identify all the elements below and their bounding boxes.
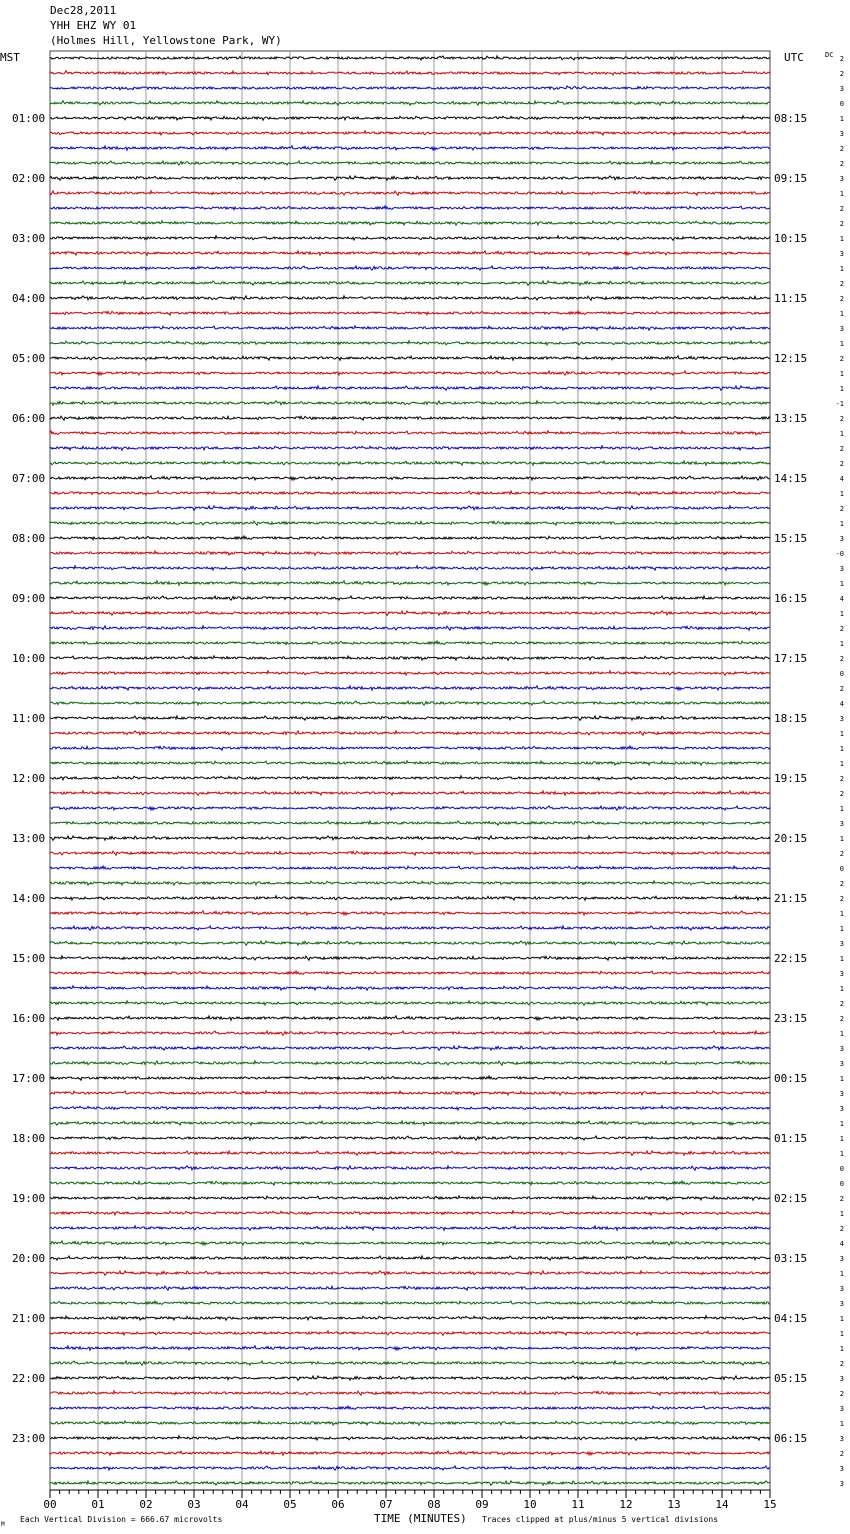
dc-offset-value: 2 [839,685,844,693]
dc-offset-value: 1 [839,430,844,438]
dc-offset-value: 1 [839,1345,844,1353]
right-hour-label: 20:15 [774,832,808,845]
dc-offset-value: 3 [839,325,844,333]
dc-offset-value: 1 [839,985,844,993]
dc-offset-value: 3 [839,1405,844,1413]
seismic-trace [50,461,770,465]
seismic-trace [50,251,770,255]
seismic-trace [50,941,770,945]
left-hour-label: 14:00 [12,892,46,905]
dc-offset-value: 3 [839,1105,844,1113]
seismic-trace [50,56,770,60]
dc-offset-value: 2 [839,445,844,453]
right-hour-label: 14:15 [774,472,808,485]
seismic-trace [50,1406,770,1410]
right-hour-label: 00:15 [774,1072,808,1085]
seismic-trace [50,551,770,555]
dc-offset-value: 2 [839,415,844,423]
dc-offset-value: 2 [839,280,844,288]
right-hour-label: 05:15 [774,1372,808,1385]
dc-offset-value: 2 [839,505,844,513]
seismic-trace [50,401,770,405]
seismic-trace [50,131,770,135]
seismic-trace [50,1451,770,1455]
footer-vertical-division: Each Vertical Division = 666.67 microvolts [20,1515,223,1524]
seismic-trace [50,866,770,870]
seismic-trace [50,506,770,511]
dc-offset-value: 1 [839,1135,844,1143]
seismic-trace [50,1211,770,1215]
right-hour-label: 04:15 [774,1312,808,1325]
dc-offset-value: 1 [839,265,844,273]
x-tick-label: 13 [667,1498,681,1511]
right-hour-label: 22:15 [774,952,808,965]
left-hour-label: 23:00 [12,1432,46,1445]
dc-offset-value: 4 [839,1240,844,1248]
seismic-trace [50,626,770,630]
dc-label: DC [825,51,834,59]
left-hour-label: 05:00 [12,352,46,365]
header-date: Dec28,2011 [50,4,117,17]
right-hour-label: 02:15 [774,1192,808,1205]
seismic-trace [50,1436,770,1440]
dc-offset-value: 3 [839,130,844,138]
seismic-trace [50,1136,770,1140]
seismic-trace [50,221,770,225]
seismic-trace [50,371,770,375]
seismic-trace [50,1076,770,1080]
left-hour-label: 06:00 [12,412,46,425]
left-hour-label: 03:00 [12,232,46,245]
x-tick-label: 10 [523,1498,537,1511]
seismic-trace [50,1286,770,1290]
dc-offset-value: 3 [839,1375,844,1383]
seismic-trace [50,71,770,75]
seismic-trace [50,956,770,960]
seismic-trace [50,566,770,570]
seismic-trace [50,611,770,615]
left-hour-label: 18:00 [12,1132,46,1145]
right-hour-label: 10:15 [774,232,808,245]
dc-offset-value: 0 [839,670,844,678]
seismic-trace [50,146,770,150]
seismic-trace [50,1361,770,1365]
x-tick-label: 15 [763,1498,777,1511]
dc-offset-value: 4 [839,595,844,603]
seismic-trace [50,1121,770,1125]
dc-offset-value: 1 [839,925,844,933]
seismic-trace [50,206,770,210]
seismic-trace [50,641,770,645]
dc-offset-value: 3 [839,1255,844,1263]
seismic-trace [50,926,770,930]
left-hour-label: 04:00 [12,292,46,305]
left-hour-label: 10:00 [12,652,46,665]
left-hour-label: 09:00 [12,592,46,605]
seismic-trace [50,341,770,345]
left-hour-label: 08:00 [12,532,46,545]
dc-offset-value: 1 [839,1150,844,1158]
dc-offset-value: 1 [839,1030,844,1038]
dc-offset-value: 1 [839,1330,844,1338]
dc-offset-value: 2 [839,895,844,903]
seismic-trace [50,86,770,90]
right-hour-label: 17:15 [774,652,808,665]
dc-offset-value: 3 [839,1045,844,1053]
footer-clip-note: Traces clipped at plus/minus 5 vertical divisions [482,1515,719,1524]
right-hour-label: 19:15 [774,772,808,785]
dc-offset-value: -0 [835,550,844,558]
dc-offset-value: 1 [839,1420,844,1428]
dc-offset-value: 1 [839,310,844,318]
seismic-trace [50,1061,770,1065]
dc-offset-value: 1 [839,640,844,648]
seismic-trace [50,581,770,585]
left-hour-label: 20:00 [12,1252,46,1265]
dc-offset-value: 2 [839,55,844,63]
seismic-trace [50,1256,770,1260]
dc-offset-value: 2 [839,790,844,798]
x-tick-label: 00 [43,1498,57,1511]
dc-offset-value: 1 [839,610,844,618]
x-tick-label: 02 [139,1498,153,1511]
dc-offset-value: 2 [839,1195,844,1203]
dc-offset-value: 2 [839,850,844,858]
seismic-trace [50,356,770,360]
seismic-trace [50,776,770,780]
dc-offset-value: 1 [839,910,844,918]
dc-offset-value: 2 [839,145,844,153]
trace-layer [50,56,770,1485]
seismic-trace [50,236,770,240]
label-layer [0,51,844,1528]
seismic-trace [50,1481,770,1485]
dc-offset-value: 1 [839,1270,844,1278]
seismic-trace [50,536,770,540]
seismic-trace [50,161,770,165]
x-tick-label: 12 [619,1498,633,1511]
dc-offset-value: 1 [839,115,844,123]
seismic-trace [50,671,770,675]
dc-offset-value: 3 [839,1060,844,1068]
left-hour-label: 17:00 [12,1072,46,1085]
x-tick-label: 08 [427,1498,441,1511]
dc-offset-value: 2 [839,880,844,888]
right-hour-label: 16:15 [774,592,808,605]
x-tick-label: 11 [571,1498,585,1511]
right-hour-label: 08:15 [774,112,808,125]
dc-offset-value: 3 [839,1435,844,1443]
right-hour-label: 09:15 [774,172,808,185]
x-tick-label: 06 [331,1498,345,1511]
dc-offset-value: 1 [839,340,844,348]
dc-offset-value: 2 [839,160,844,168]
dc-offset-value: 2 [839,70,844,78]
dc-offset-value: 1 [839,835,844,843]
dc-offset-value: 2 [839,205,844,213]
seismic-trace [50,1001,770,1005]
seismic-trace [50,266,770,270]
dc-offset-value: 1 [839,805,844,813]
dc-offset-value: 2 [839,655,844,663]
right-hour-label: 03:15 [774,1252,808,1265]
seismic-trace [50,521,770,525]
left-hour-label: 02:00 [12,172,46,185]
seismic-trace [50,1031,770,1035]
header-location: (Holmes Hill, Yellowstone Park, WY) [50,34,282,47]
dc-offset-value: 1 [839,745,844,753]
seismic-trace [50,1316,770,1320]
right-hour-label: 23:15 [774,1012,808,1025]
x-tick-label: 09 [475,1498,489,1511]
seismic-trace [50,1376,770,1380]
seismic-trace [50,881,770,885]
seismic-trace [50,836,770,841]
x-tick-label: 14 [715,1498,729,1511]
dc-offset-value: 1 [839,955,844,963]
dc-offset-value: 1 [839,1120,844,1128]
seismic-trace [50,1196,770,1200]
dc-offset-value: 0 [839,1180,844,1188]
left-hour-label: 01:00 [12,112,46,125]
dc-offset-value: 3 [839,820,844,828]
dc-offset-value: 3 [839,1285,844,1293]
right-hour-label: 13:15 [774,412,808,425]
dc-offset-value: 2 [839,1360,844,1368]
seismic-trace [50,791,770,795]
dc-offset-value: 3 [839,1465,844,1473]
seismic-trace [50,1346,770,1350]
dc-offset-value: 2 [839,1015,844,1023]
dc-offset-value: 2 [839,775,844,783]
right-hour-label: 06:15 [774,1432,808,1445]
seismic-trace [50,1046,770,1050]
seismic-trace [50,386,770,390]
seismic-trace [50,1421,770,1425]
dc-offset-value: 2 [839,1000,844,1008]
dc-offset-value: 0 [839,100,844,108]
dc-offset-value: 4 [839,475,844,483]
dc-offset-value: 3 [839,175,844,183]
seismic-trace [50,761,770,765]
left-timezone-label: MST [0,51,20,64]
seismic-trace [50,1331,770,1335]
dc-offset-value: 0 [839,1165,844,1173]
dc-offset-value: 2 [839,1450,844,1458]
dc-offset-value: 3 [839,715,844,723]
left-hour-label: 19:00 [12,1192,46,1205]
seismic-trace [50,806,770,810]
seismic-trace [50,1466,770,1470]
seismic-trace [50,851,770,855]
dc-offset-value: 3 [839,85,844,93]
seismic-trace [50,1106,770,1110]
dc-offset-value: 1 [839,520,844,528]
x-tick-label: 03 [187,1498,201,1511]
dc-offset-value: 3 [839,565,844,573]
x-tick-label: 07 [379,1498,393,1511]
seismic-trace [50,1151,770,1155]
dc-offset-value: 1 [839,1075,844,1083]
x-axis-label: TIME (MINUTES) [374,1512,467,1525]
seismic-trace [50,101,770,106]
seismic-trace [50,446,770,450]
dc-offset-value: 2 [839,1225,844,1233]
dc-offset-value: 3 [839,1300,844,1308]
seismic-trace [50,701,770,705]
dc-offset-value: 1 [839,385,844,393]
dc-offset-value: 3 [839,970,844,978]
dc-offset-value: 1 [839,730,844,738]
dc-offset-value: 1 [839,1315,844,1323]
seismic-trace [50,1241,770,1245]
x-tick-label: 04 [235,1498,249,1511]
left-hour-label: 21:00 [12,1312,46,1325]
corner-mark: M [1,1521,5,1528]
seismic-trace [50,596,770,600]
seismic-trace [50,911,770,915]
seismic-trace [50,896,770,900]
dc-offset-value: 2 [839,625,844,633]
dc-offset-value: 2 [839,355,844,363]
right-hour-label: 11:15 [774,292,808,305]
dc-offset-value: 1 [839,490,844,498]
seismic-trace [50,1271,770,1276]
dc-offset-value: 0 [839,865,844,873]
dc-offset-value: 3 [839,250,844,258]
seismic-trace [50,176,770,180]
left-hour-label: 11:00 [12,712,46,725]
seismic-trace [50,731,770,735]
right-hour-label: 18:15 [774,712,808,725]
seismic-trace [50,686,770,690]
seismic-trace [50,1091,770,1095]
seismic-trace [50,971,770,975]
header-station: YHH EHZ WY 01 [50,19,137,32]
dc-offset-value: 1 [839,235,844,243]
right-hour-label: 01:15 [774,1132,808,1145]
x-tick-label: 01 [91,1498,105,1511]
x-tick-label: 05 [283,1498,297,1511]
seismic-trace [50,1391,770,1395]
left-hour-label: 16:00 [12,1012,46,1025]
dc-offset-value: 3 [839,1090,844,1098]
dc-offset-value: 1 [839,580,844,588]
seismic-trace [50,746,770,750]
dc-offset-value: 1 [839,760,844,768]
dc-offset-value: 3 [839,535,844,543]
dc-offset-value: 3 [839,1480,844,1488]
right-hour-label: 12:15 [774,352,808,365]
seismic-trace [50,491,770,495]
dc-offset-value: 1 [839,190,844,198]
right-hour-label: 21:15 [774,892,808,905]
dc-offset-value: 1 [839,370,844,378]
dc-offset-value: 2 [839,1390,844,1398]
left-hour-label: 13:00 [12,832,46,845]
left-hour-label: 07:00 [12,472,46,485]
left-hour-label: 15:00 [12,952,46,965]
seismic-trace [50,716,770,720]
dc-offset-value: 4 [839,700,844,708]
seismic-trace [50,416,770,420]
seismic-trace [50,821,770,825]
seismic-trace [50,431,770,435]
seismic-trace [50,1301,770,1305]
seismic-trace [50,311,770,315]
seismic-trace [50,116,770,120]
seismic-trace [50,296,770,300]
right-timezone-label: UTC [784,51,804,64]
dc-offset-value: 2 [839,295,844,303]
dc-offset-value: -1 [835,400,844,408]
seismic-trace [50,1016,770,1020]
seismic-trace [50,281,770,285]
seismic-trace [50,1181,770,1185]
dc-offset-value: 3 [839,940,844,948]
seismic-trace [50,656,770,660]
left-hour-label: 12:00 [12,772,46,785]
right-hour-label: 15:15 [774,532,808,545]
seismic-trace [50,986,770,990]
seismic-trace [50,1226,770,1230]
seismic-trace [50,326,770,330]
dc-offset-value: 2 [839,220,844,228]
dc-offset-value: 1 [839,1210,844,1218]
left-hour-label: 22:00 [12,1372,46,1385]
seismic-trace [50,191,770,195]
seismic-trace [50,476,770,480]
dc-offset-value: 2 [839,460,844,468]
seismic-trace [50,1166,770,1170]
